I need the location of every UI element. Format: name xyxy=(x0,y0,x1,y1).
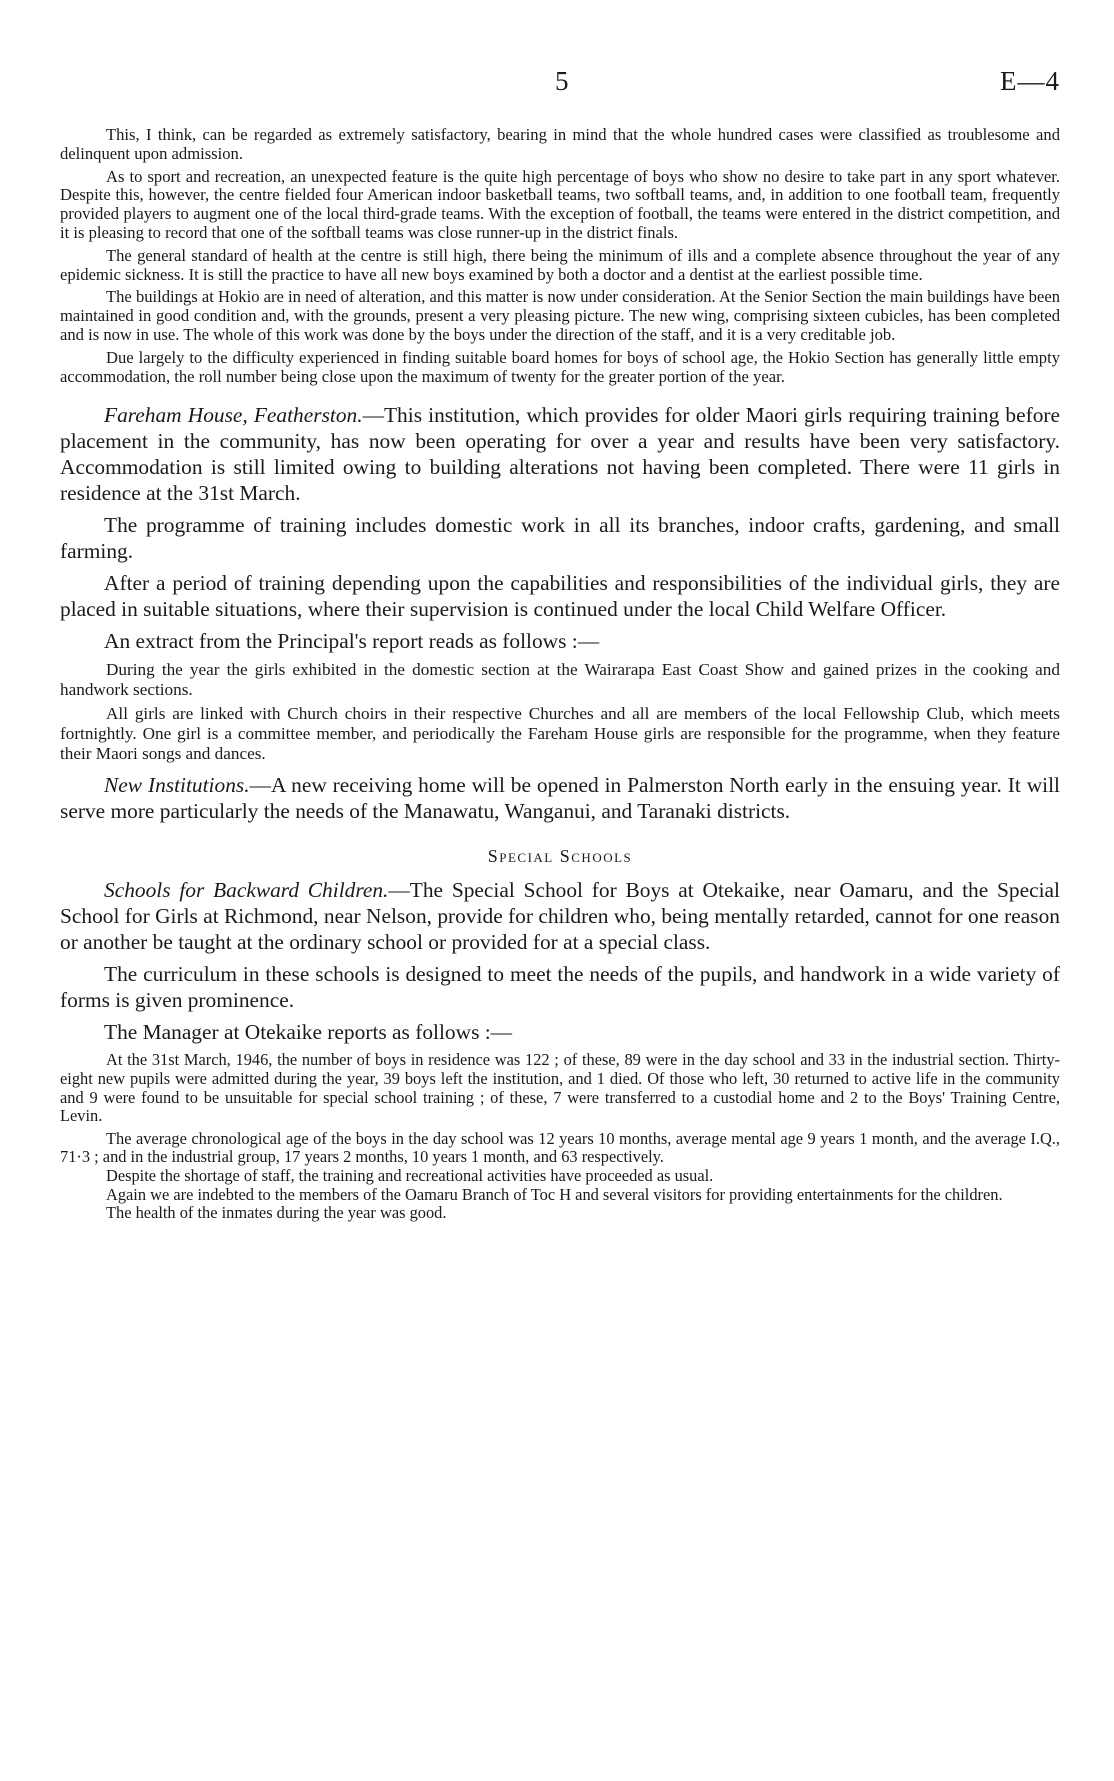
section-heading-special-schools: Special Schools xyxy=(487,846,633,867)
paragraph-placement: After a period of training depending upon the capabilities and responsibilities of the individual girls, they are placed in suitable situations, where their supervision is continued under the local Child Welfare Officer. xyxy=(60,571,1060,622)
quote-residence: At the 31st March, 1946, the number of boys in residence was 122 ; of these, 89 were in the day school and 33 in the industrial section. Thirty-eight new pupils were admitted during the year, 39 boys left the institution, and 1 died. Of those who left, 30 returned to active life in the community and 9 were found to be unsuitable for special school training ; of these, 7 were transferred to a custodial home and 2 to the Boys' Training Centre, Levin. xyxy=(60,1050,1060,1126)
paragraph-health: The general standard of health at the centre is still high, there being the minimum of ills and a complete absence throughout the year of any epidemic sickness. It is still the practice to have all new boys examined by both a doctor and a dentist at the earliest possible time. xyxy=(60,245,1060,284)
page-body xyxy=(60,126,1060,1223)
backward-children-text: —The Special School for Boys at Otekaike, near Oamaru, and the Special School for Girls at Richmond, near Nelson, provide for children who, being mentally retarded, cannot for one reason or another be taught at the ordinary school or provided for at a special class. xyxy=(60,878,1060,955)
quote-health: The health of the inmates during the year was good. xyxy=(106,1203,447,1223)
paragraph-sport: As to sport and recreation, an unexpected feature is the quite high percentage of boys who show no desire to take part in any sport whatever. Despite this, however, the centre fielded four American indoor basketball teams, two softball teams, and, in addition to one football team, frequently provided players to augment one of the local third-grade teams. With the exception of football, the teams were entered in the district competition, and it is pleasing to record that one of the softball teams was close runner-up in the district finals. xyxy=(60,166,1060,242)
quote-staff: Despite the shortage of staff, the training and recreational activities have proceeded as usual. xyxy=(106,1165,714,1185)
paragraph-buildings: The buildings at Hokio are in need of alteration, and this matter is now under consideration. At the Senior Section the main buildings have been maintained in good condition and, with the grounds, present a very pleasing picture. The new wing, comprising sixteen cubicles, has been completed and is now in use. The whole of this work was done by the boys under the direction of the staff, and it is a very creditable job. xyxy=(60,287,1060,344)
paragraph-extract-intro: An extract from the Principal's report reads as follows :— xyxy=(104,629,600,654)
paragraph-satisfactory: This, I think, can be regarded as extremely satisfactory, bearing in mind that the whole hundred cases were classified as troublesome and delinquent upon admission. xyxy=(60,125,1060,163)
new-institutions-text: —A new receiving home will be opened in Palmerston North early in the ensuing year. It will serve more particularly the needs of the Manawatu, Wanganui, and Taranaki districts. xyxy=(60,773,1060,824)
section-code: E—4 xyxy=(1000,66,1060,96)
page-header xyxy=(60,66,1060,106)
fareham-lead: Fareham House, Featherston. xyxy=(104,403,363,428)
paragraph-manager-intro: The Manager at Otekaike reports as follows :— xyxy=(104,1020,513,1045)
new-institutions-lead: New Institutions. xyxy=(104,773,250,798)
fareham-text: —This institution, which provides for older Maori girls requiring training before placement in the community, has now been operating for over a year and results have been very satisfactory. Accommodation is still limited owing to building alterations not having been completed. There were 11 girls in residence at the 31st March. xyxy=(60,403,1061,506)
paragraph-fareham-house xyxy=(60,402,1060,506)
quote-fellowship: All girls are linked with Church choirs in their respective Churches and all are members of the local Fellowship Club, which meets fortnightly. One girl is a committee member, and periodically the Fareham House girls are responsible for the programme, when they feature their Maori songs and dances. xyxy=(60,704,1060,764)
paragraph-new-institutions xyxy=(60,772,1060,824)
quote-ages: The average chronological age of the boys in the day school was 12 years 10 months, average mental age 9 years 1 month, and the average I.Q., 71·3 ; and in the industrial group, 17 years 2 months, 10 years 1 month, and 63 respectively. xyxy=(60,1128,1060,1167)
paragraph-accommodation: Due largely to the difficulty experienced in finding suitable board homes for boys of school age, the Hokio Section has generally little empty accommodation, the roll number being close upon the maximum of twenty for the greater portion of the year. xyxy=(60,347,1060,386)
page-number: 5 xyxy=(555,66,569,96)
quote-toc-h: Again we are indebted to the members of the Oamaru Branch of Toc H and several visitors for providing entertainments for the children. xyxy=(106,1184,1003,1204)
paragraph-backward-children xyxy=(60,877,1060,955)
backward-children-lead: Schools for Backward Children. xyxy=(104,878,389,903)
paragraph-curriculum: The curriculum in these schools is designed to meet the needs of the pupils, and handwork in a wide variety of forms is given prominence. xyxy=(60,962,1060,1013)
quote-show: During the year the girls exhibited in the domestic section at the Wairarapa East Coast Show and gained prizes in the cooking and handwork sections. xyxy=(60,660,1060,700)
paragraph-programme: The programme of training includes domestic work in all its branches, indoor crafts, gardening, and small farming. xyxy=(60,513,1060,564)
